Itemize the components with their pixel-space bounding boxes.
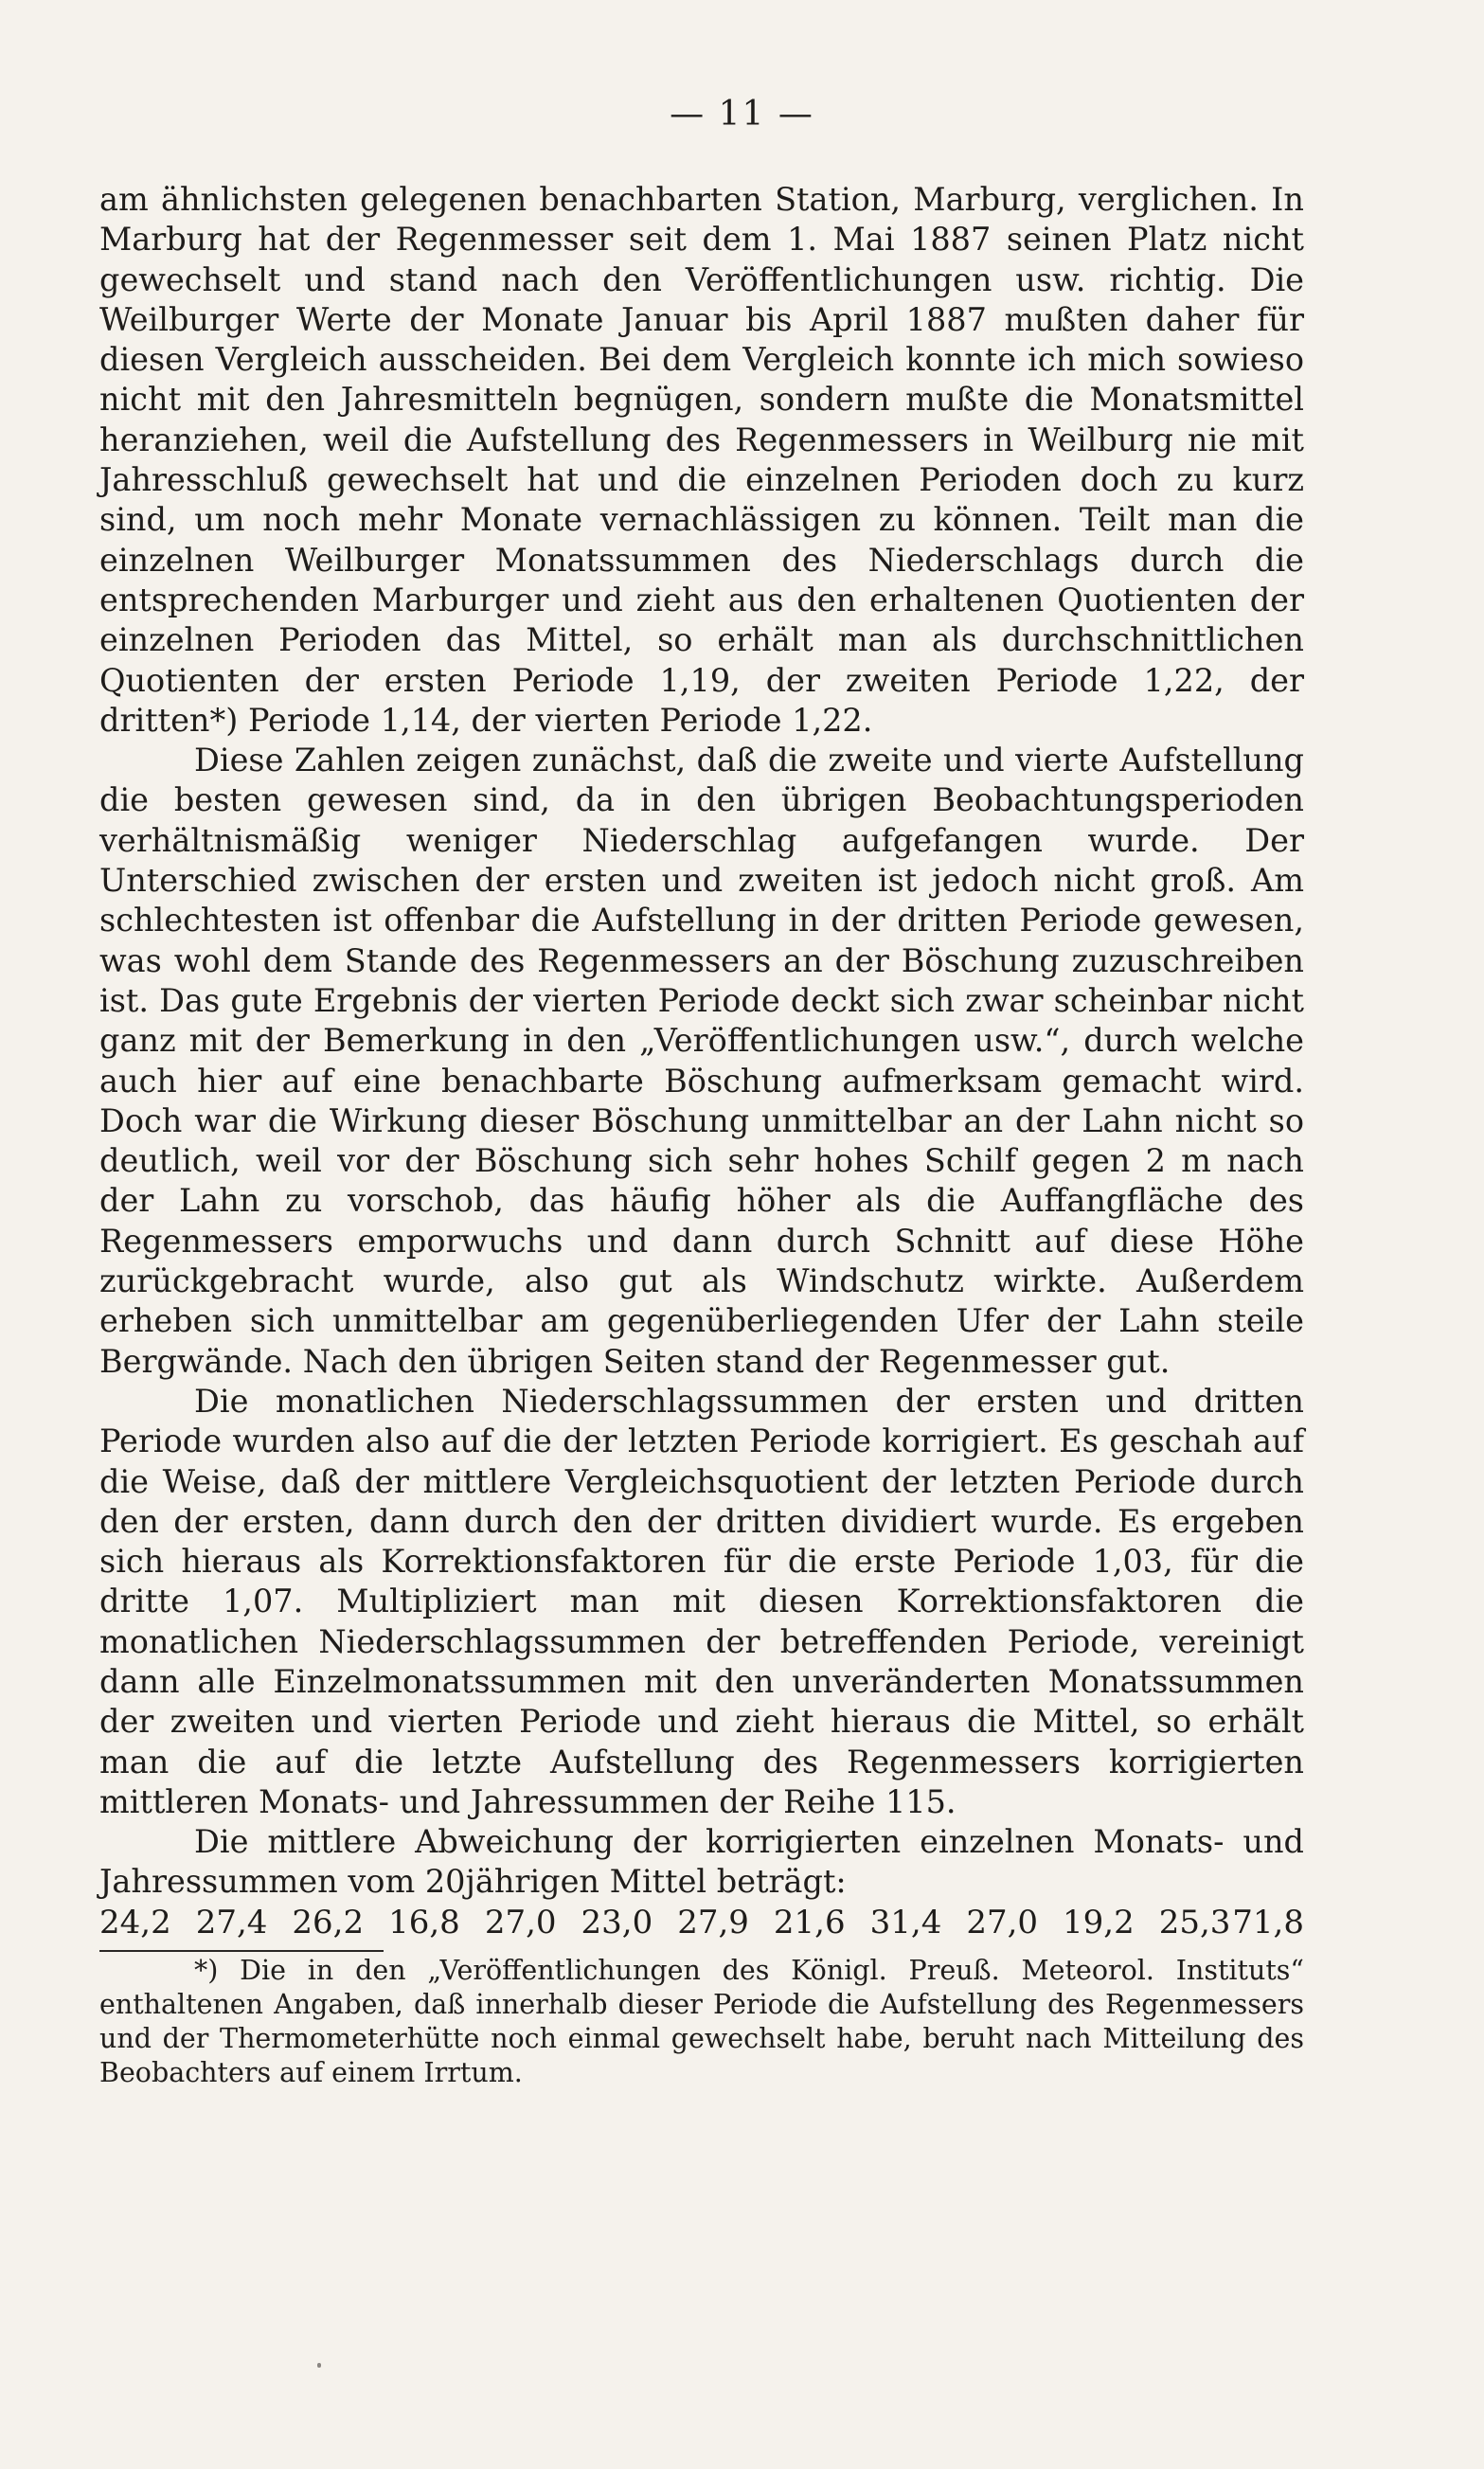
footnote: *) Die in den „Veröffentlichungen des Königl. Preuß. Meteorol. Instituts“ enthaltenen Angaben, daß innerhalb dieser Periode die Aufstellung des Regenmessers und der Thermometerhütte noch einmal gewechselt habe, beruht nach Mitteilung des Beobachters auf einem Irrtum.: [99, 1954, 1304, 2088]
monthly-deviations: [99, 1903, 1230, 1942]
deviation-march: 26,2: [292, 1903, 365, 1941]
deviation-november: 19,2: [1063, 1903, 1135, 1941]
paragraph-1: am ähnlichsten gelegenen benachbarten Station, Marburg, verglichen. In Marburg hat der Regenmesser seit dem 1. Mai 1887 seinen Platz nicht gewechselt und stand nach den Veröffentlichungen usw. richtig. Die Weilburger Werte der Monate Januar bis April 1887 mußten daher für diesen Vergleich ausscheiden. Bei dem Vergleich konnte ich mich sowieso nicht mit den Jahresmitteln begnügen, sondern mußte die Monatsmittel heranziehen, weil die Aufstellung des Regenmessers in Weilburg nie mit Jahresschluß gewechselt hat und die einzelnen Perioden doch zu kurz sind, um noch mehr Monate vernachlässigen zu können. Teilt man die einzelnen Weilburger Monatssummen des Niederschlags durch die entsprechenden Marburger und zieht aus den erhaltenen Quotienten der einzelnen Perioden das Mittel, so erhält man als durchschnittlichen Quotienten der ersten Periode 1,19, der zweiten Periode 1,22, der dritten*) Periode 1,14, der vierten Periode 1,22.: [99, 181, 1304, 739]
deviation-february: 27,4: [195, 1903, 268, 1941]
paragraph-4: Die mittlere Abweichung der korrigierten einzelnen Monats- und Jahressummen vom 20jährigen Mittel beträgt:: [99, 1823, 1304, 1901]
deviation-may: 27,0: [484, 1903, 557, 1941]
paragraph-2: Diese Zahlen zeigen zunächst, daß die zweite und vierte Aufstellung die besten gewesen sind, da in den übrigen Beobachtungsperioden verhältnismäßig weniger Niederschlag aufgefangen wurde. Der Unterschied zwischen der ersten und zweiten ist jedoch nicht groß. Am schlechtesten ist offenbar die Aufstellung in der dritten Periode gewesen, was wohl dem Stande des Regenmessers an der Böschung zuzuschreiben ist. Das gute Ergebnis der vierten Periode deckt sich zwar scheinbar nicht ganz mit der Bemerkung in den „Veröffentlichungen usw.“, durch welche auch hier auf eine benachbarte Böschung aufmerksam gemacht wird. Doch war die Wirkung dieser Böschung unmittelbar an der Lahn nicht so deutlich, weil vor der Böschung sich sehr hohes Schilf gegen 2 m nach der Lahn zu vorschob, das häufig höher als die Auffangfläche des Regenmessers emporwuchs und dann durch Schnitt auf diese Höhe zurückgebracht wurde, also gut als Windschutz wirkte. Außerdem erheben sich unmittelbar am gegenüberliegenden Ufer der Lahn steile Bergwände. Nach den übrigen Seiten stand der Regenmesser gut.: [99, 742, 1304, 1380]
deviation-december: 25,3: [1158, 1903, 1231, 1941]
deviation-annual: 71,8: [1232, 1903, 1304, 1941]
deviation-june: 23,0: [581, 1903, 653, 1941]
body-text: [99, 180, 1304, 2090]
deviation-august: 21,6: [773, 1903, 846, 1941]
paragraph-3: Die monatlichen Niederschlagssummen der ersten und dritten Periode wurden also auf die der letzten Periode korrigiert. Es geschah auf die Weise, daß der mittlere Vergleichsquotient der letzten Periode durch den der ersten, dann durch den der dritten dividiert wurde. Es ergeben sich hieraus als Korrektionsfaktoren für die erste Periode 1,03, für die dritte 1,07. Multipliziert man mit diesen Korrektionsfaktoren die monatlichen Niederschlagssummen der betreffenden Periode, vereinigt dann alle Einzelmonatssummen mit den unveränderten Monatssummen der zweiten und vierten Periode und zieht hieraus die Mittel, so erhält man die auf die letzte Aufstellung des Regenmessers korrigierten mittleren Monats- und Jahressummen der Reihe 115.: [99, 1382, 1304, 1820]
deviation-october: 27,0: [966, 1903, 1039, 1941]
deviation-january: 24,2: [99, 1903, 171, 1941]
footnote-divider: [99, 1950, 384, 1952]
deviation-april: 16,8: [388, 1903, 460, 1941]
page-number: — 11 —: [670, 95, 814, 134]
deviation-july: 27,9: [677, 1903, 749, 1941]
deviation-september: 31,4: [869, 1903, 942, 1941]
deviation-values-row: [99, 1903, 1304, 1942]
paper-speck: [317, 2363, 321, 2368]
